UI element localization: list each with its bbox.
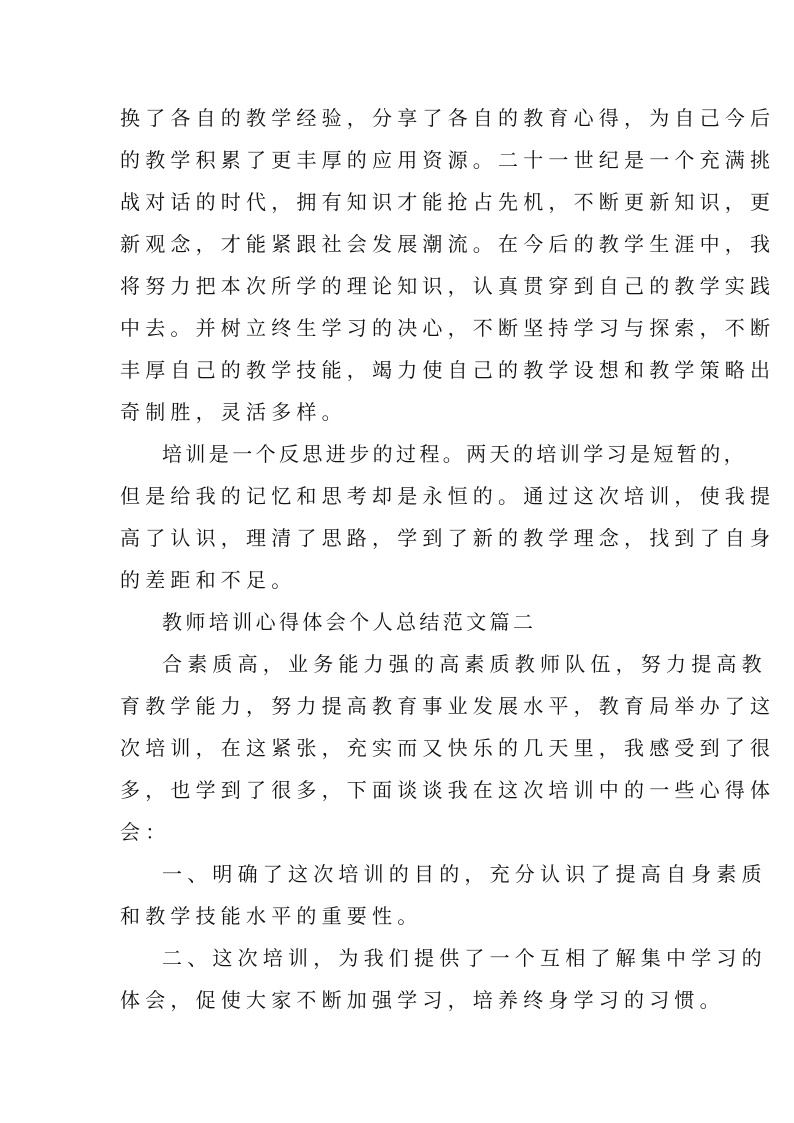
text-line: 高了认识，理清了思路，学到了新的教学理念，找到了自身	[120, 526, 776, 550]
text-line: 战对话的时代，拥有知识才能抢占先机，不断更新知识，更	[120, 190, 776, 214]
paragraph-first-line: 二、这次培训，为我们提供了一个互相了解集中学习的	[162, 946, 767, 970]
text-line: 奇制胜，灵活多样。	[120, 400, 347, 424]
text-line: 将努力把本次所学的理论知识，认真贯穿到自己的教学实践	[120, 274, 776, 298]
section-heading: 教师培训心得体会个人总结范文篇二	[162, 610, 537, 634]
text-line: 丰厚自己的教学技能，竭力使自己的教学设想和教学策略出	[120, 358, 776, 382]
paragraph-first-line: 培训是一个反思进步的过程。两天的培训学习是短暂的，	[162, 442, 747, 466]
text-line: 的教学积累了更丰厚的应用资源。二十一世纪是一个充满挑	[120, 148, 776, 172]
text-line: 体会，促使大家不断加强学习，培养终身学习的习惯。	[120, 988, 725, 1012]
text-line: 换了各自的教学经验，分享了各自的教育心得，为自己今后	[120, 106, 776, 130]
text-line: 和教学技能水平的重要性。	[120, 904, 423, 928]
paragraph-first-line: 一、明确了这次培训的目的，充分认识了提高自身素质	[162, 862, 767, 886]
text-line: 但是给我的记忆和思考却是永恒的。通过这次培训，使我提	[120, 484, 776, 508]
text-line: 的差距和不足。	[120, 568, 297, 592]
text-line: 次培训，在这紧张，充实而又快乐的几天里，我感受到了很	[120, 736, 776, 760]
text-line: 新观念，才能紧跟社会发展潮流。在今后的教学生涯中，我	[120, 232, 776, 256]
text-line: 会：	[120, 820, 171, 844]
text-line: 中去。并树立终生学习的决心，不断坚持学习与探索，不断	[120, 316, 776, 340]
paragraph-first-line: 合素质高，业务能力强的高素质教师队伍，努力提高教	[162, 652, 767, 676]
text-line: 育教学能力，努力提高教育事业发展水平，教育局举办了这	[120, 694, 776, 718]
text-line: 多，也学到了很多，下面谈谈我在这次培训中的一些心得体	[120, 778, 776, 802]
